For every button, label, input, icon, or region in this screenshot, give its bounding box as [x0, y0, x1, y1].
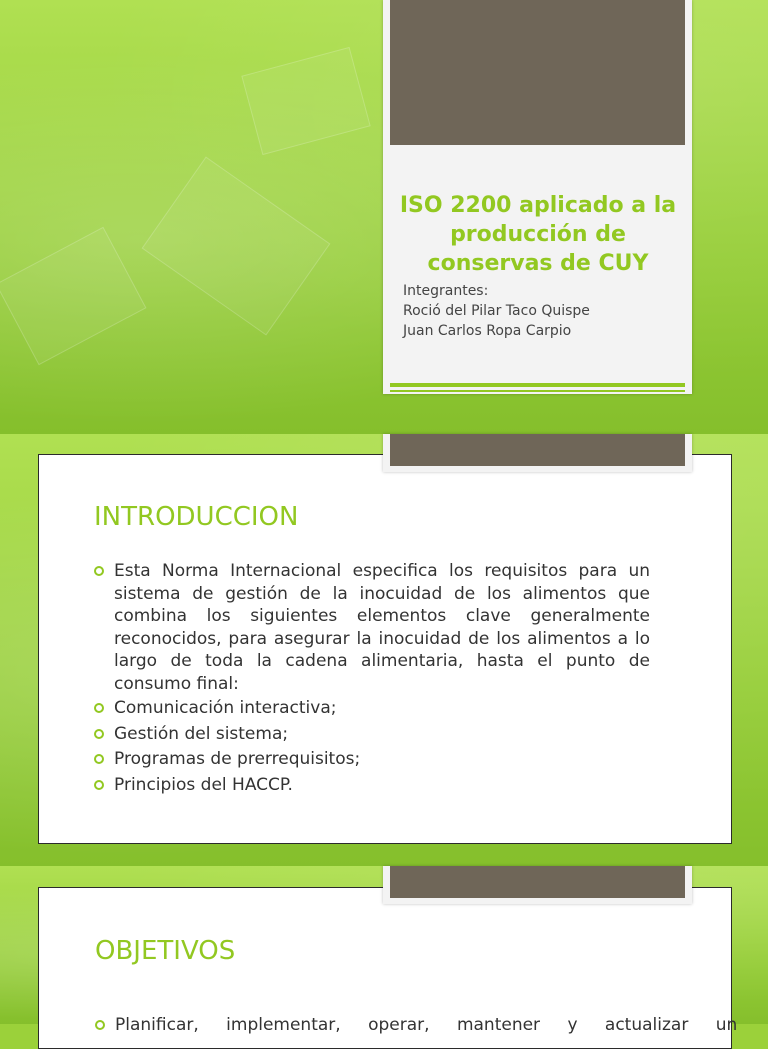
bullet-icon — [94, 703, 104, 713]
bullet-icon — [94, 754, 104, 764]
background-shape — [241, 47, 370, 155]
header-image-placeholder — [390, 866, 685, 898]
list-item — [94, 723, 650, 746]
list-item-text: Principios del HACCP. — [114, 774, 293, 795]
list-item-text: Gestión del sistema; — [114, 723, 289, 744]
list-item-text: Planificar, implementar, operar, mantener y actualizar un — [115, 1015, 738, 1035]
objectives-slide — [0, 866, 768, 1035]
accent-bar — [390, 383, 685, 387]
title-image-placeholder — [390, 0, 685, 145]
section-heading: OBJETIVOS — [95, 936, 236, 966]
list-item — [95, 1014, 738, 1037]
slide-title: ISO 2200 aplicado a la producción de conservas de CUY — [399, 193, 677, 276]
list-item-text: Esta Norma Internacional especifica los requisitos para un sistema de gestión de la inocuidad de los alimentos que combina los siguientes elementos clave generalmente reconocidos, para asegurar la inocuidad de los alimentos a lo largo de toda la cadena alimentaria, hasta el punto de consumo final: — [114, 561, 650, 694]
background-shape — [142, 157, 331, 336]
bullet-icon — [95, 1020, 105, 1030]
list-item — [94, 748, 650, 771]
member-name: Roció del Pilar Taco Quispe — [403, 303, 590, 319]
section-heading: INTRODUCCION — [94, 502, 299, 532]
bullet-icon — [94, 566, 104, 576]
title-slide — [0, 0, 768, 434]
members-label: Integrantes: — [403, 283, 489, 299]
members-block — [403, 281, 683, 341]
accent-bar-thin — [390, 390, 685, 392]
bullet-list — [95, 1014, 738, 1040]
introduction-slide — [0, 434, 768, 866]
bullet-icon — [94, 780, 104, 790]
member-name: Juan Carlos Ropa Carpio — [403, 323, 572, 339]
slide-header-tab — [383, 866, 692, 904]
content-panel — [38, 887, 738, 1049]
list-item — [94, 560, 650, 695]
list-item — [94, 774, 650, 797]
background-shape — [0, 227, 146, 366]
bullet-list — [94, 560, 650, 799]
bullet-icon — [94, 729, 104, 739]
list-item-text: Programas de prerrequisitos; — [114, 749, 361, 769]
list-item-text: Comunicación interactiva; — [114, 698, 337, 718]
title-card — [383, 0, 692, 394]
list-item — [94, 697, 650, 720]
